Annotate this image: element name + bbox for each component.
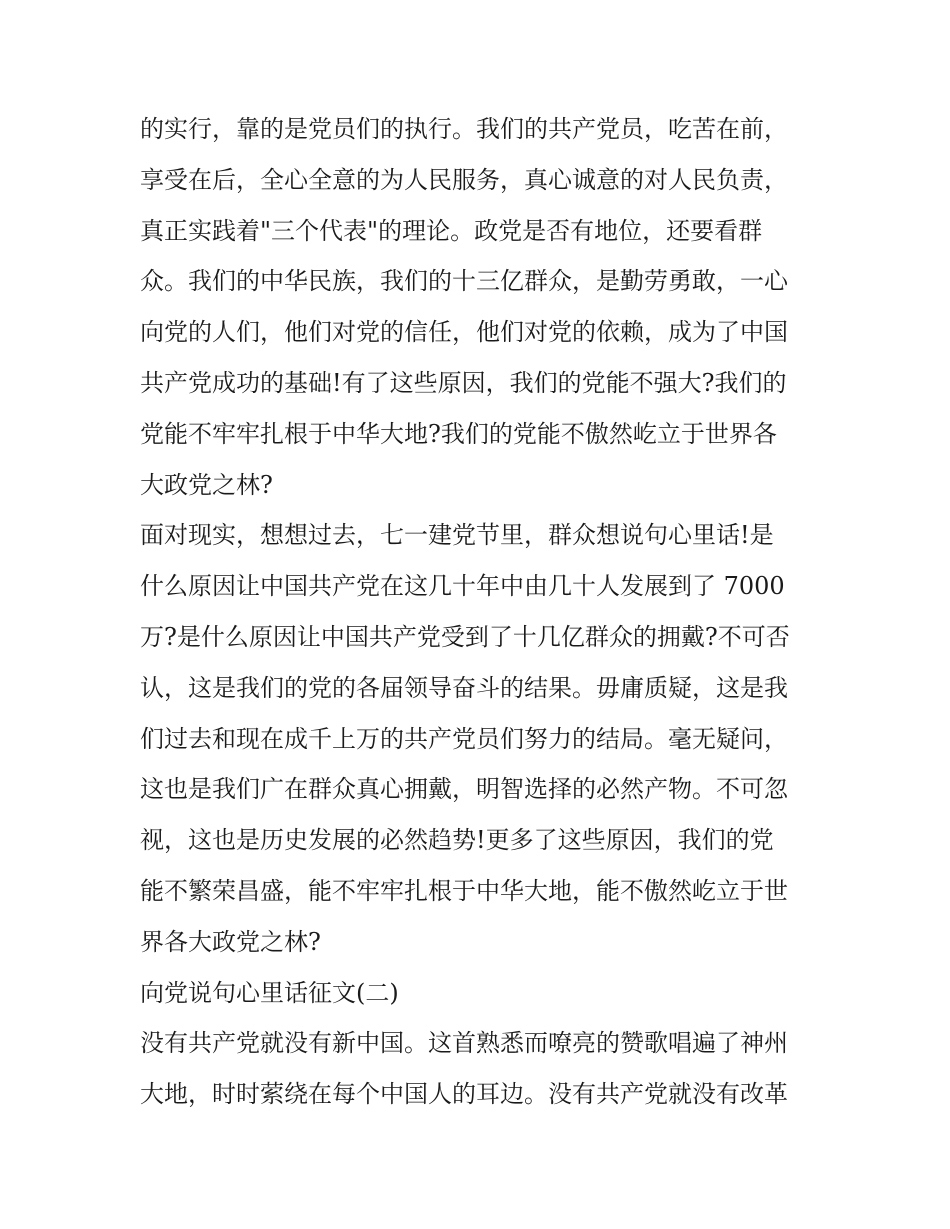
text-line: 这也是我们广在群众真心拥戴，明智选择的必然产物。不可忽 bbox=[140, 775, 788, 804]
text-line: 认，这是我们的党的各届领导奋斗的结果。毋庸质疑，这是我 bbox=[140, 673, 788, 702]
text-line: 界各大政党之林? bbox=[140, 927, 321, 956]
text-line: 能不繁荣昌盛，能不牢牢扎根于中华大地，能不傲然屹立于世 bbox=[140, 876, 788, 905]
text-line: 什么原因让中国共产党在这几十年中由几十人发展到了 7000 bbox=[140, 572, 785, 601]
text-line: 的实行，靠的是党员们的执行。我们的共产党员，吃苦在前， bbox=[140, 115, 788, 143]
text-line: 万?是什么原因让中国共产党受到了十几亿群众的拥戴?不可否 bbox=[140, 622, 790, 651]
text-line: 大地，时时萦绕在每个中国人的耳边。没有共产党就没有改革 bbox=[140, 1080, 788, 1109]
text-line: 享受在后，全心全意的为人民服务，真心诚意的对人民负责， bbox=[140, 165, 788, 194]
document-body bbox=[140, 104, 820, 1120]
text-line: 大政党之林? bbox=[140, 470, 273, 499]
text-line: 视，这也是历史发展的必然趋势!更多了这些原因，我们的党 bbox=[140, 826, 774, 855]
text-line: 没有共产党就没有新中国。这首熟悉而嘹亮的赞歌唱遍了神州 bbox=[140, 1029, 788, 1058]
text-line: 众。我们的中华民族，我们的十三亿群众，是勤劳勇敢，一心 bbox=[140, 267, 788, 296]
text-line: 真正实践着"三个代表"的理论。政党是否有地位，还要看群 bbox=[140, 216, 763, 245]
text-line: 面对现实，想想过去，七一建党节里，群众想说句心里话!是 bbox=[140, 521, 774, 550]
text-line: 党能不牢牢扎根于中华大地?我们的党能不傲然屹立于世界各 bbox=[140, 419, 777, 448]
text-line: 共产党成功的基础!有了这些原因，我们的党能不强大?我们的 bbox=[140, 368, 787, 397]
section-heading: 向党说句心里话征文(二) bbox=[140, 978, 399, 1007]
text-line: 向党的人们，他们对党的信任，他们对党的依赖，成为了中国 bbox=[140, 318, 788, 347]
text-line: 们过去和现在成千上万的共产党员们努力的结局。毫无疑问， bbox=[140, 724, 788, 753]
